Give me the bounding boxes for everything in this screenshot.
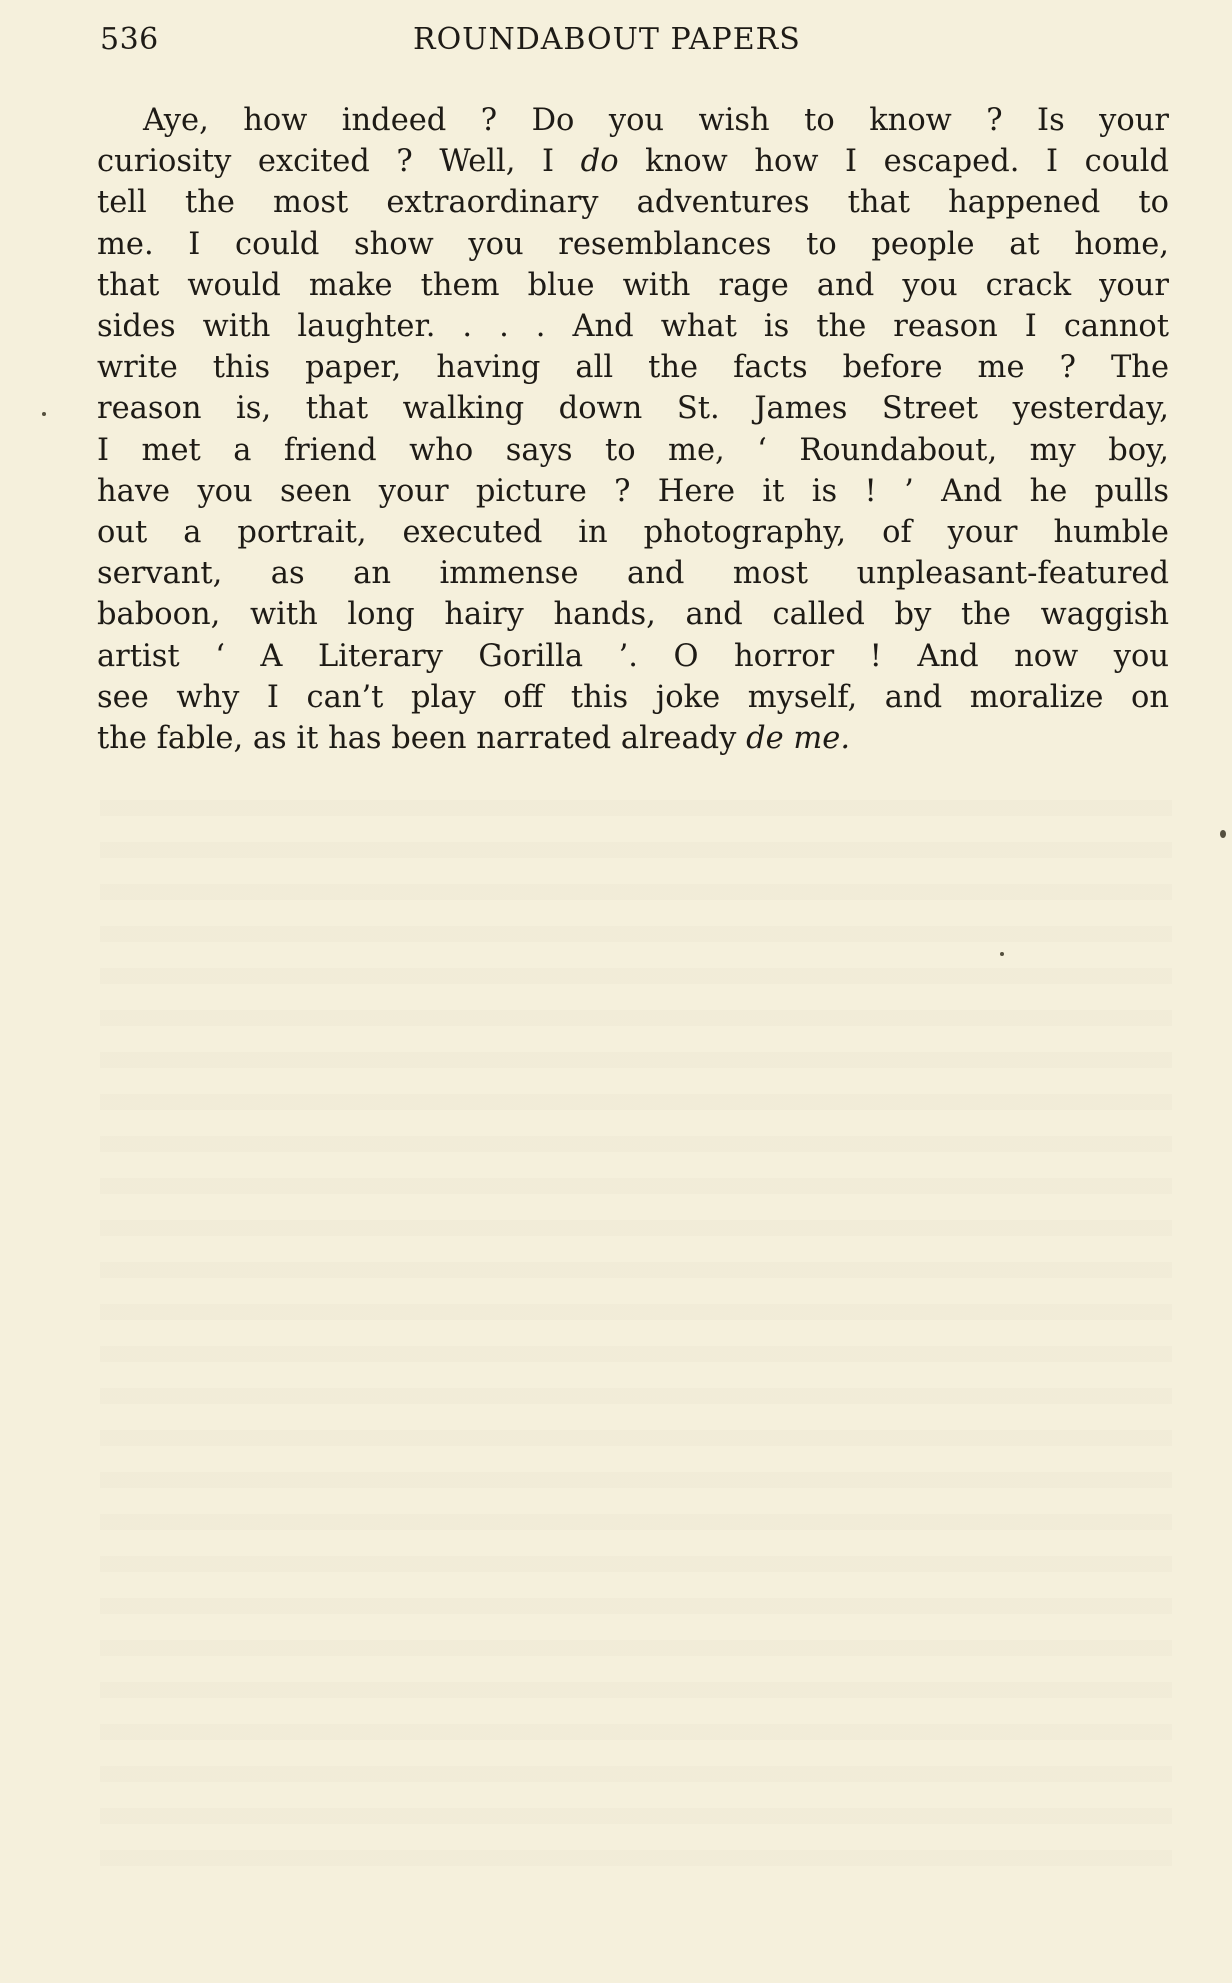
text-line: tell the most extraordinary adventures that happened to — [97, 185, 1169, 221]
text-line: baboon, with long hairy hands, and called by the waggish — [97, 597, 1169, 633]
paper-speck — [1220, 830, 1226, 838]
paper-speck — [42, 412, 46, 416]
text-line: that would make them blue with rage and you crack your — [97, 267, 1169, 303]
text-line: artist ‘ A Literary Gorilla ’. O horror ! And now you — [97, 638, 1169, 674]
show-through-text — [100, 800, 1172, 1880]
body-paragraph — [97, 100, 1169, 759]
text-line: have you seen your picture ? Here it is ! ’ And he pulls — [97, 473, 1169, 509]
text-line: reason is, that walking down St. James Street yesterday, — [97, 391, 1169, 427]
running-title: ROUNDABOUT PAPERS — [413, 22, 801, 57]
text-line: I met a friend who says to me, ‘ Roundabout, my boy, — [97, 432, 1169, 468]
paper-speck — [1000, 952, 1004, 956]
running-head — [100, 22, 1172, 66]
text-line: see why I can’t play off this joke myself, and moralize on — [97, 679, 1169, 715]
text-line: me. I could show you resemblances to people at home, — [97, 226, 1169, 262]
text-line: write this paper, having all the facts before me ? The — [97, 350, 1169, 386]
text-line: out a portrait, executed in photography, of your humble — [97, 515, 1169, 551]
text-line: servant, as an immense and most unpleasant-featured — [97, 556, 1169, 592]
text-line: sides with laughter. . . . And what is the reason I cannot — [97, 309, 1169, 345]
text-line: the fable, as it has been narrated already de me. — [97, 721, 851, 757]
page-number: 536 — [100, 22, 159, 57]
text-line: curiosity excited ? Well, I do know how I escaped. I could — [97, 144, 1169, 180]
text-line: Aye, how indeed ? Do you wish to know ? Is your — [143, 103, 1169, 138]
